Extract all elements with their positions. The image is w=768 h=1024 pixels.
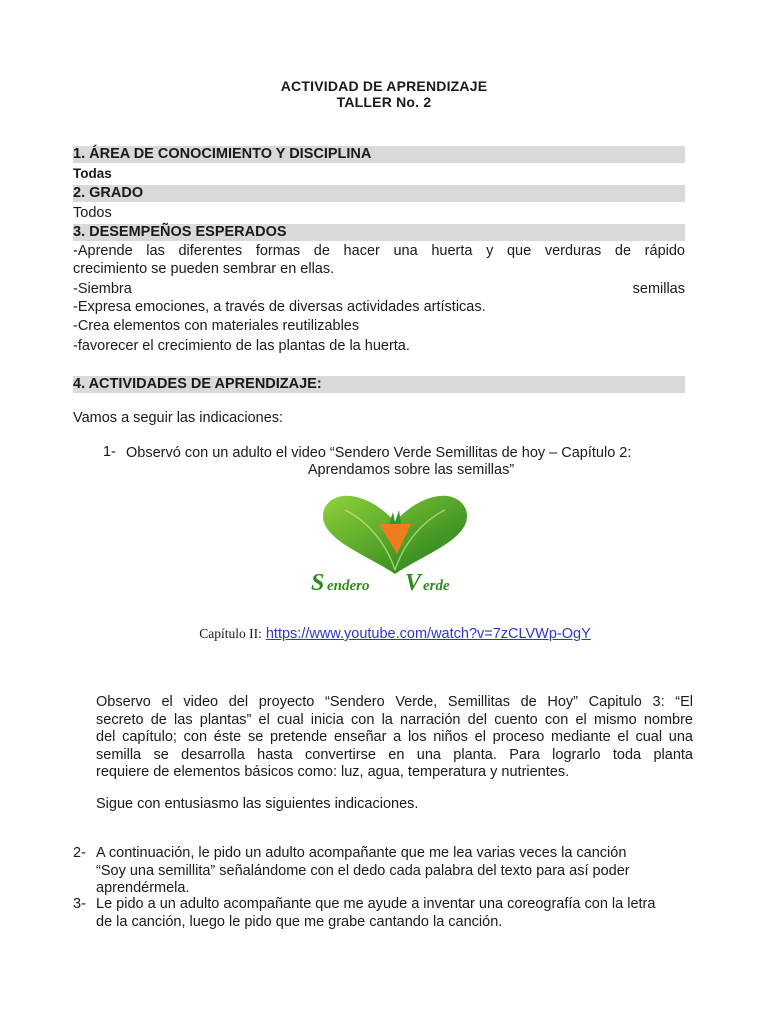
desempeno-item-3: -Expresa emociones, a través de diversas actividades artísticas. bbox=[73, 299, 486, 315]
logo-v: V bbox=[405, 570, 422, 596]
desempeno-item-5: -favorecer el crecimiento de las plantas de la huerta. bbox=[73, 338, 410, 354]
desempeno-item-1 bbox=[73, 242, 685, 278]
para-line-3: del capítulo; con éste se pretende enseñar a los niños el proceso mediante el cual una bbox=[96, 729, 693, 745]
follow-text: Sigue con entusiasmo las siguientes indicaciones. bbox=[96, 796, 419, 812]
para-line-2: secreto de las plantas” el cual inicia con la narración del cuento con el mismo nombre bbox=[96, 711, 693, 728]
area-value: Todas bbox=[73, 166, 112, 181]
para-line-5: requiere de elementos básicos como: luz, agua, temperatura y nutrientes. bbox=[96, 764, 570, 780]
step-1-line-1: Observó con un adulto el video “Sendero Verde Semillitas de hoy – Capítulo 2: bbox=[126, 445, 632, 461]
step-1-line-2: Aprendamos sobre las semillas” bbox=[307, 462, 515, 478]
doc-title: ACTIVIDAD DE APRENDIZAJE bbox=[280, 78, 488, 94]
step-3-text bbox=[96, 896, 693, 931]
step-2-line-1: A continuación, le pido un adulto acompañante que me lea varias veces la canción bbox=[96, 845, 627, 861]
step-2-number: 2- bbox=[73, 845, 86, 861]
section-area-heading: 1. ÁREA DE CONOCIMIENTO Y DISCIPLINA bbox=[73, 146, 685, 163]
grado-value: Todos bbox=[73, 205, 112, 221]
para-line-4: semilla se desarrolla hasta convertirse en una planta. Para lograrlo toda planta bbox=[96, 746, 693, 763]
sendero-verde-logo bbox=[305, 490, 485, 600]
step-2-line-3: aprendérmela. bbox=[96, 880, 190, 896]
section-grado-heading: 2. GRADO bbox=[73, 185, 685, 202]
desempeno-2-left: -Siembra bbox=[73, 281, 132, 297]
desempeno-1-line-1: -Aprende las diferentes formas de hacer una huerta y que verduras de rápido bbox=[73, 243, 685, 259]
step-2-line-2: “Soy una semillita” señalándome con el dedo cada palabra del texto para así poder bbox=[96, 862, 630, 879]
chapter-line bbox=[0, 626, 768, 642]
logo-endero: endero bbox=[327, 578, 370, 594]
desempeno-2-right: semillas bbox=[632, 281, 685, 297]
step-3-number: 3- bbox=[73, 896, 86, 912]
step-2-text bbox=[96, 845, 693, 898]
logo-s: S bbox=[311, 570, 325, 596]
desempeno-item-4: -Crea elementos con materiales reutilizables bbox=[73, 318, 360, 334]
desempeno-item-2 bbox=[73, 280, 685, 298]
para-line-1: Observo el video del proyecto “Sendero Verde, Semillitas de Hoy” Capitulo 3: “El bbox=[96, 694, 693, 710]
step-3-line-2: de la canción, luego le pido que me grabe cantando la canción. bbox=[96, 913, 503, 930]
section-actividades-heading: 4. ACTIVIDADES DE APRENDIZAJE: bbox=[73, 376, 685, 393]
description-paragraph bbox=[96, 694, 693, 782]
doc-subtitle: TALLER No. 2 bbox=[336, 94, 432, 110]
intro-text: Vamos a seguir las indicaciones: bbox=[73, 410, 284, 426]
chapter-label: Capítulo II: bbox=[199, 626, 262, 641]
desempeno-1-line-2: crecimiento se pueden sembrar en ellas. bbox=[73, 261, 335, 277]
youtube-link[interactable]: https://www.youtube.com/watch?v=7zCLVWp-OgY bbox=[265, 626, 591, 642]
step-1-number: 1- bbox=[103, 444, 116, 460]
step-3-line-1: Le pido a un adulto acompañante que me ayude a inventar una coreografía con la letra bbox=[96, 896, 656, 912]
logo-erde: erde bbox=[423, 578, 450, 594]
section-desempenos-heading: 3. DESEMPEÑOS ESPERADOS bbox=[73, 224, 685, 241]
